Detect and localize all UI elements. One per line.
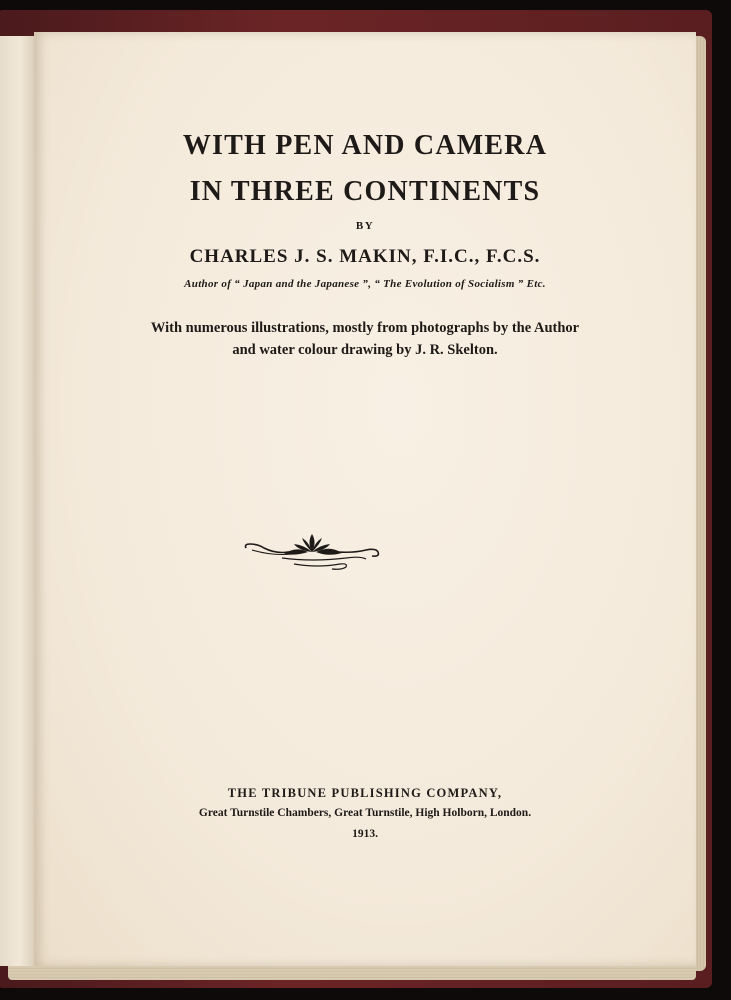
illustrations-line-1: With numerous illustrations, mostly from photographs by the Author: [150, 320, 580, 336]
lotus-flower-icon: [242, 532, 382, 574]
publisher-name: THE TRIBUNE PUBLISHING COMPANY,: [227, 786, 503, 800]
by-label: BY: [355, 220, 375, 232]
title-line-2: IN THREE CONTINENTS: [189, 176, 541, 207]
other-works: Author of “ Japan and the Japanese ”, “ The Evolution of Socialism ” Etc.: [184, 278, 546, 290]
author-name: CHARLES J. S. MAKIN, F.I.C., F.C.S.: [189, 246, 541, 267]
title-line-1: WITH PEN AND CAMERA: [182, 130, 548, 161]
facing-page-edge: [0, 36, 37, 966]
publisher-address: Great Turnstile Chambers, Great Turnstile, High Holborn, London.: [198, 807, 532, 819]
publication-year: 1913.: [352, 828, 378, 840]
title-page: [34, 32, 696, 966]
illustrations-line-2: and water colour drawing by J. R. Skelton.: [232, 342, 498, 358]
